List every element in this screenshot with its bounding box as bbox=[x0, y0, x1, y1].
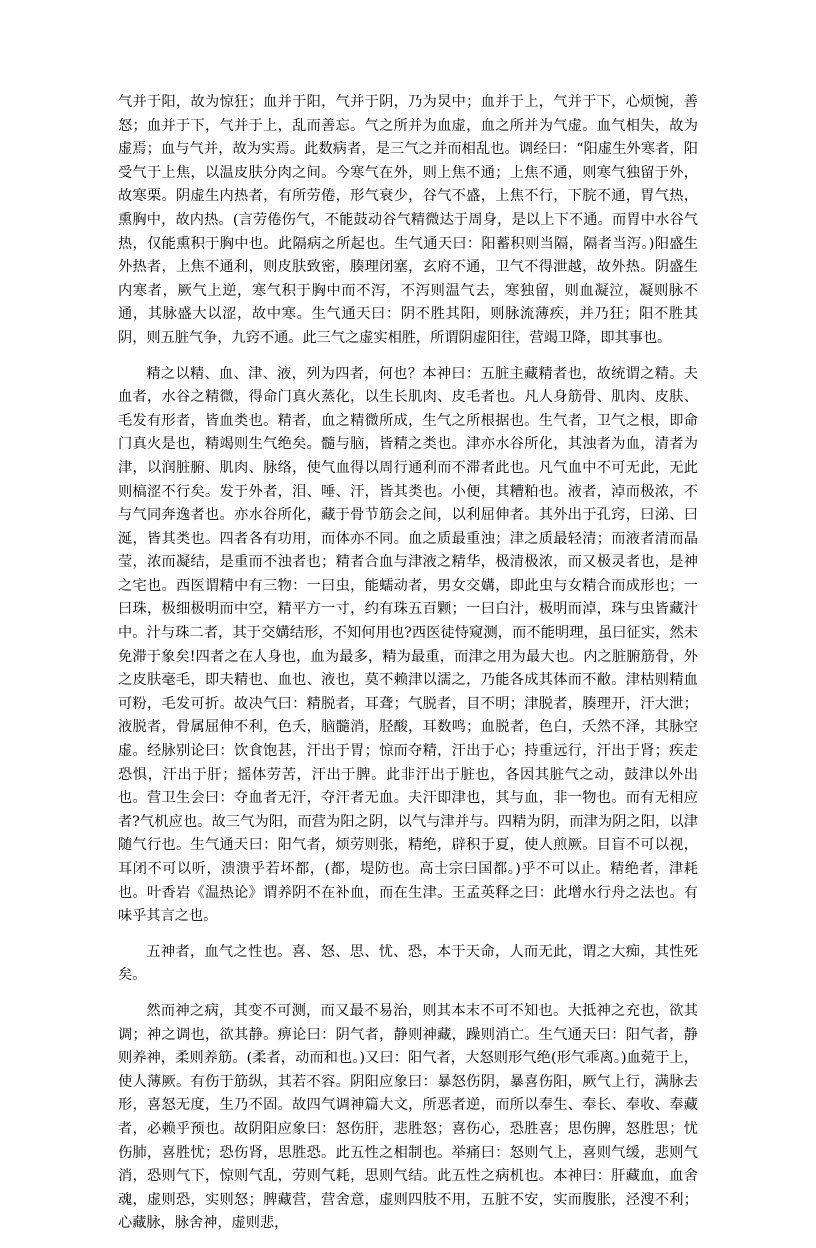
paragraph: 然而神之病，其变不可测，而又最不易治，则其本末不可不知也。大抵神之充也，欲其调；神之调也，欲其静。痹论曰：阴气者，静则神藏，躁则消亡。生气通天曰：阳气者，静则养神，柔则养筋。(柔者，动而和也。)又曰：阳气者，大怒则形气绝(形气乖离。)血菀于上，使人薄厥。有伤于筋纵，其若不容。阴阳应象曰：暴怒伤阴，暴喜伤阳，厥气上行，满脉去形，喜怒无度，生乃不固。故四气调神篇大文，所恶者逆，而所以奉生、奉长、奉收、奉藏者，必赖乎预也。故阴阳应象曰：怒伤肝，悲胜怒；喜伤心，恐胜喜；思伤脾，怒胜思；忧伤肺，喜胜忧；恐伤肾，思胜恐。此五性之相制也。举痛曰：怒则气上，喜则气缓，悲则气消，恐则气下，惊则气乱，劳则气耗，思则气结。此五性之病机也。本神曰：肝藏血，血舍魂，虚则恐，实则怒；脾藏营，营舍意，虚则四肢不用，五脏不安，实而腹胀，泾溲不利；心藏脉，脉舍神，虚则悲， bbox=[118, 1002, 698, 1232]
paragraph: 精之以精、血、津、液，列为四者，何也？本神曰：五脏主藏精者也，故统谓之精。夫血者，水谷之精微，得命门真火蒸化，以生长肌肉、皮毛者也。凡人身筋骨、肌肉、皮肤、毛发有形者，皆血类也。精者，血之精微所成，生气之所根据也。生气者，卫气之根，即命门真火是也，精竭则生气绝矣。髓与脑，皆精之类也。津亦水谷所化，其浊者为血，清者为津，以润脏腑、肌肉、脉络，使气血得以周行通利而不滞者此也。凡气血中不可无此，无此则槁涩不行矣。发于外者，泪、唾、汗，皆其类也。小便，其糟粕也。液者，淖而极浓，不与气同奔逸者也。亦水谷所化，藏于骨节筋会之间，以利屈伸者。其外出于孔窍，曰涕、曰涎，皆其类也。四者各有功用，而体亦不同。血之质最重浊；津之质最轻清；而液者清而晶莹，浓而凝结，是重而不浊者也；精者合血与津液之精华，极清极浓，而又极灵者也，是神之宅也。西医谓精中有三物：一曰虫，能蠕动者，男女交媾，即此虫与女精合而成形也；一曰珠，极细极明而中空，精平方一寸，约有珠五百颗；一曰白汁，极明而淖，珠与虫皆藏汁中。汁与珠二者，其于交媾结形，不知何用也?西医徒恃窥测，而不能明理，虽曰征实，然未免滞于象矣!四者之在人身也，血为最多，精为最重，而津之用为最大也。内之脏腑筋骨，外之皮肤毫毛，即夫精也、血也、液也，莫不赖津以濡之，乃能各成其体而不敝。津枯则精血可粉，毛发可折。故决气曰：精脱者，耳聋；气脱者，目不明；津脱者，腠理开，汗大泄；液脱者，骨属屈伸不利，色夭，脑髓消，胫酸，耳数鸣；血脱者，色白，夭然不泽，其脉空虚。经脉别论曰：饮食饱甚，汗出于胃；惊而夺精，汗出于心；持重远行，汗出于肾；疾走恐惧，汗出于肝；摇体劳苦，汗出于脾。此非汗出于脏也，各因其脏气之动，鼓津以外出也。营卫生会曰：夺血者无汗，夺汗者无血。夫汗即津也，其与血，非一物也。而有无相应者?气机应也。故三气为阳，而营为阳之阴，以气与津并与。四精为阴，而津为阴之阳，以津随气行也。生气通天曰：阳气者，烦劳则张，精绝，辟积于夏，使人煎厥。目盲不可以视，耳闭不可以听，溃溃乎若坏都，(都，堤防也。高士宗曰国都。)乎不可以止。精绝者，津耗也。叶香岩《温热论》谓养阴不在补血，而在生津。王孟英释之曰：此增水行舟之法也。有味乎其言之也。 bbox=[118, 365, 698, 925]
paragraph: 五神者，血气之性也。喜、怒、思、忧、恐，本于天命，人而无此，谓之大痴，其性死矣。 bbox=[118, 943, 698, 984]
paragraph: 气并于阳，故为惊狂；血并于阳，气并于阴，乃为炅中；血并于上，气并于下，心烦惋，善怒；血并于下，气并于上，乱而善忘。气之所并为血虚，血之所并为气虚。血气相失，故为虚焉；血与气并，故为实焉。此数病者，是三气之并而相乱也。调经曰：“阳虚生外寒者，阳受气于上焦，以温皮肤分肉之间。今寒气在外，则上焦不通；上焦不通，则寒气独留于外，故寒栗。阴虚生内热者，有所劳倦，形气衰少，谷气不盛，上焦不行，下脘不通，胃气热，熏胸中，故内热。(言劳倦伤气，不能鼓动谷气精微达于周身，是以上下不通。而胃中水谷气热，仅能熏积于胸中也。此隔病之所起也。生气通天曰：阳蓄积则当隔，隔者当泻。)阳盛生外热者，上焦不通利，则皮肤致密，腠理闭塞，玄府不通，卫气不得泄越，故外热。阴盛生内寒者，厥气上逆，寒气积于胸中而不泻，不泻则温气去，寒独留，则血凝泣，凝则脉不通，其脉盛大以涩，故中寒。生气通天曰：阴不胜其阳，则脉流薄疾，并乃狂；阳不胜其阴，则五脏气争，九窍不通。此三气之虚实相胜，所谓阴虚阳往，营竭卫降，即其事也。 bbox=[118, 94, 698, 346]
document-page bbox=[118, 91, 698, 1248]
